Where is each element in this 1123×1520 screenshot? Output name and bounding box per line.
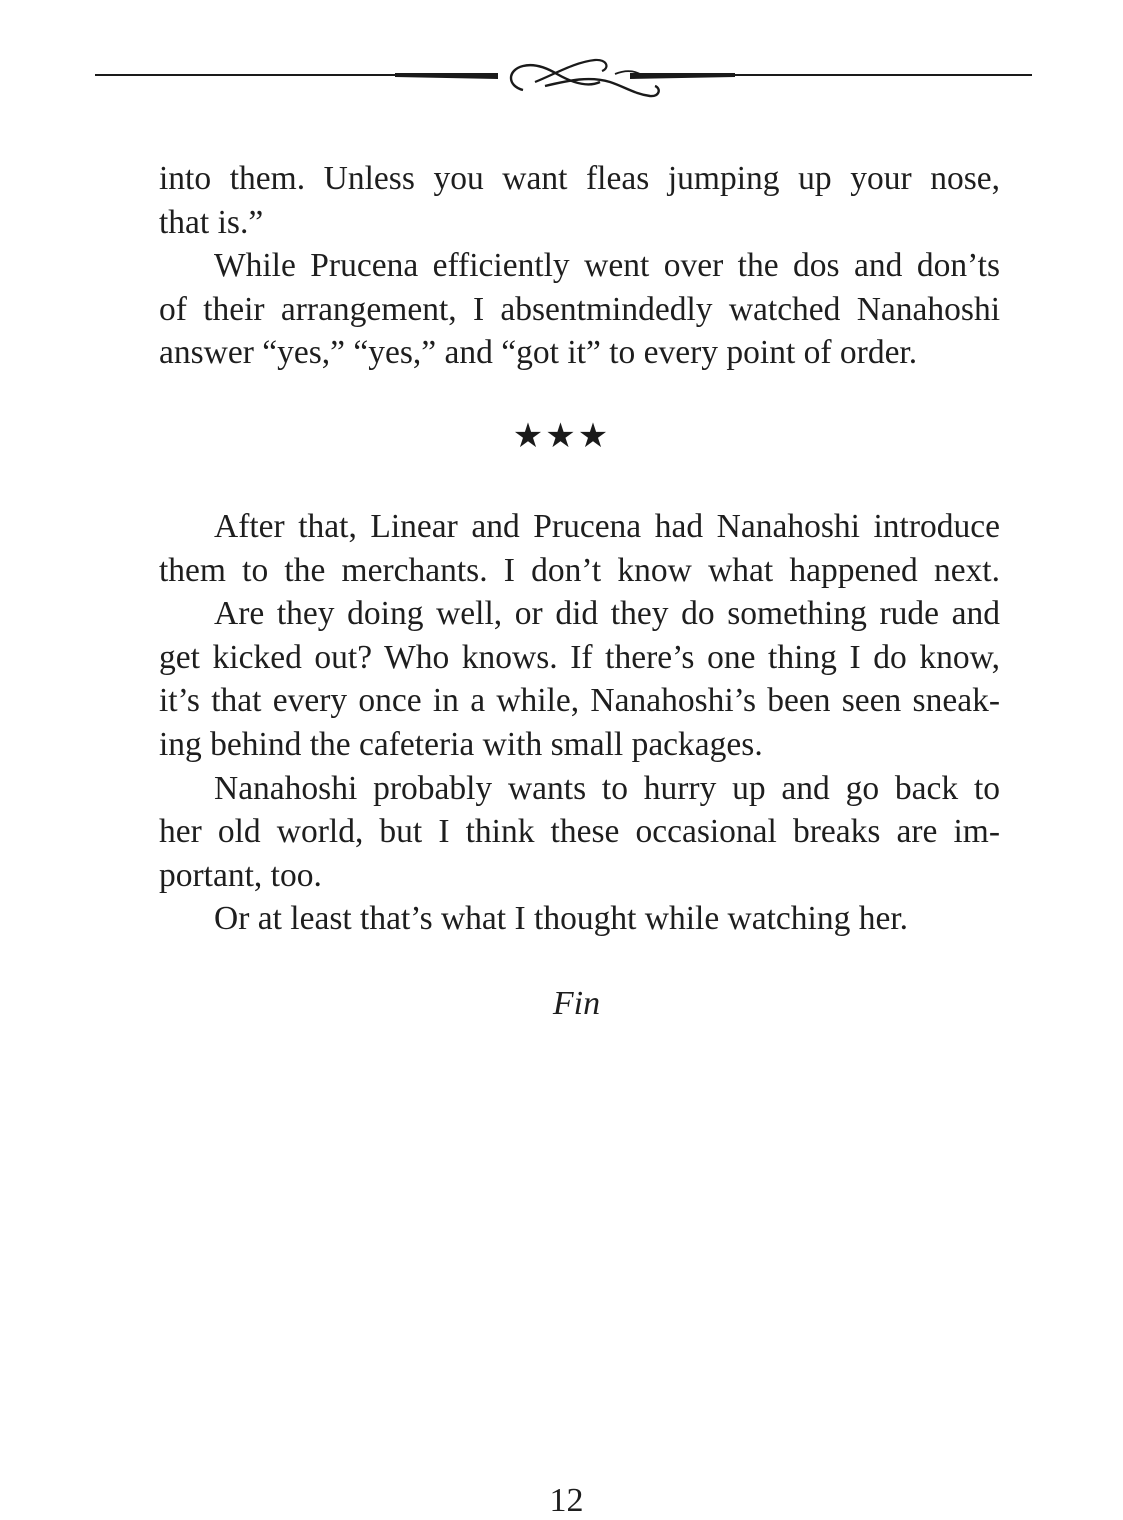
page-number: 12 bbox=[549, 1482, 584, 1519]
fin-label: Fin bbox=[552, 985, 601, 1022]
text-line: it’s that every once in a while, Nanahoshi’s been seen sneak- bbox=[159, 682, 1000, 720]
text-line: them to the merchants. I don’t know what happened next. bbox=[159, 551, 1000, 589]
text-line: Or at least that’s what I thought while watching her. bbox=[214, 900, 909, 938]
text-line: Are they doing well, or did they do something rude and bbox=[214, 595, 1000, 633]
text-line: Nanahoshi probably wants to hurry up and go back to bbox=[214, 769, 1000, 807]
text-line: that is.” bbox=[159, 203, 264, 241]
text-line: her old world, but I think these occasional breaks are im- bbox=[159, 813, 1000, 851]
text-line: answer “yes,” “yes,” and “got it” to every point of order. bbox=[159, 334, 918, 372]
text-line: ing behind the cafeteria with small packages. bbox=[159, 725, 763, 763]
text-line: While Prucena efficiently went over the dos and don’ts bbox=[214, 247, 1000, 285]
paragraph-block-2 bbox=[159, 505, 1000, 941]
text-line: portant, too. bbox=[159, 856, 322, 894]
scene-break-stars: ★★★ bbox=[512, 416, 611, 456]
text-line: into them. Unless you want fleas jumping up your nose, bbox=[159, 160, 1000, 197]
flourish-divider-icon bbox=[95, 52, 1032, 104]
paragraph-block-1 bbox=[159, 157, 1000, 375]
text-line: get kicked out? Who knows. If there’s one thing I do know, bbox=[159, 638, 1000, 676]
text-line: of their arrangement, I absentmindedly watched Nanahoshi bbox=[159, 290, 1000, 328]
text-line: After that, Linear and Prucena had Nanahoshi introduce bbox=[214, 508, 1000, 545]
